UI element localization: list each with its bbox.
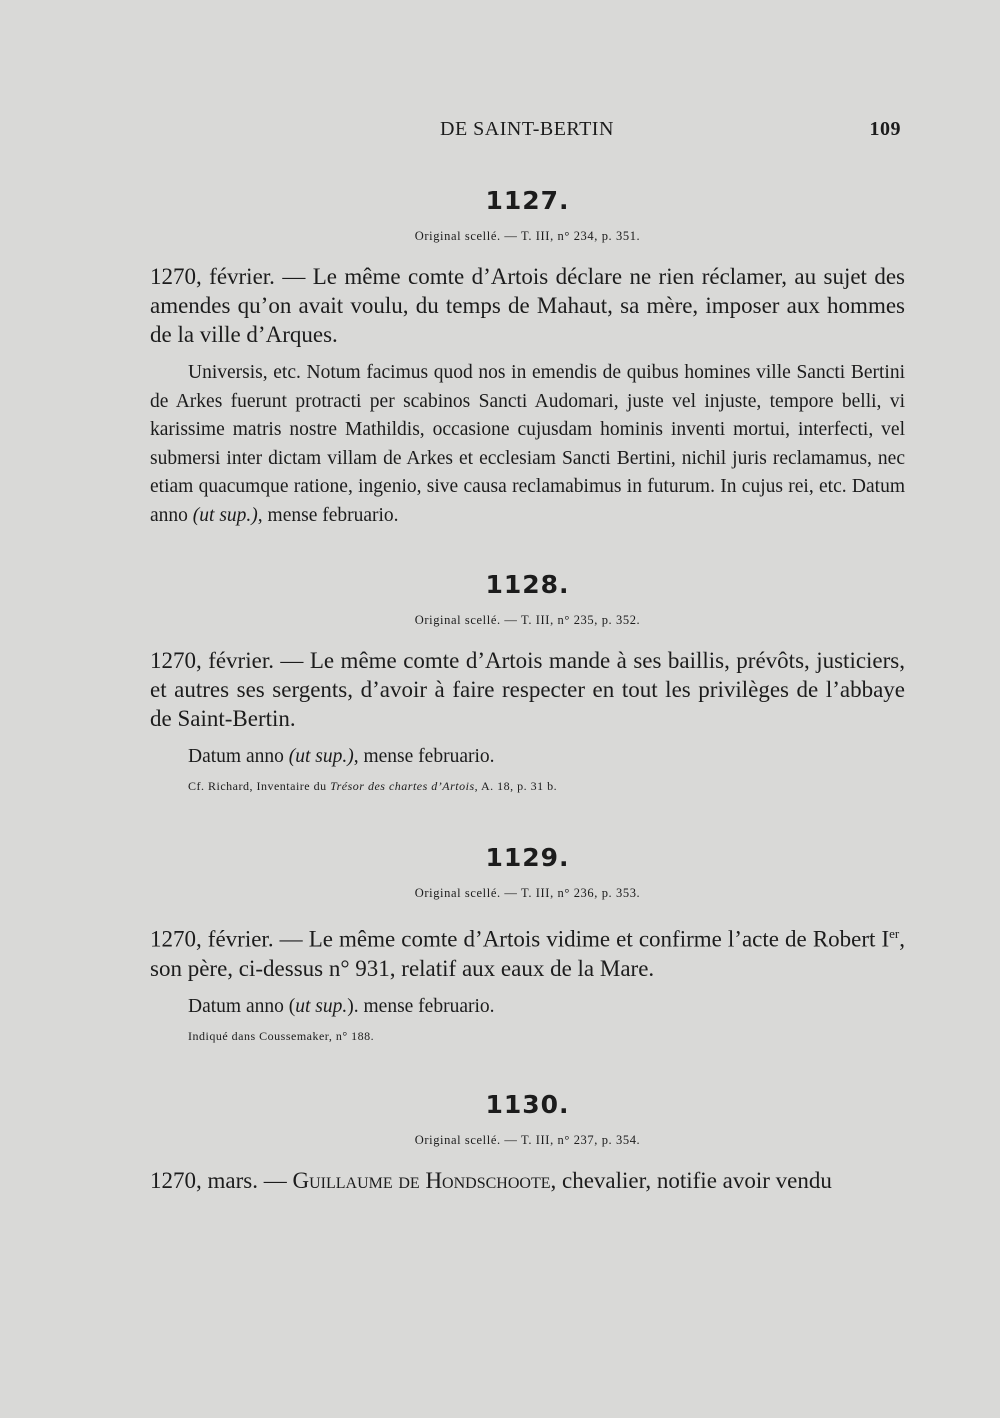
entry-1127 [150,186,905,530]
entry-1130 [150,1090,905,1205]
entry-summary: 1270, février. — Le même comte d’Artois vidime et confirme l’acte de Robert Ier, son père, ci-dessus n° 931, relatif aux eaux de la Mare. [150,926,905,981]
entry-summary: 1270, février. — Le même comte d’Artois déclare ne rien réclamer, au sujet des amendes qu’on avait voulu, du temps de Mahaut, sa mère, imposer aux hommes de la ville d’Arques. [150,264,905,347]
running-header [150,118,905,146]
entry-number: 1130. [485,1090,570,1119]
latin-text: Datum anno (ut sup.), mense februario. [188,746,495,767]
running-title: DE SAINT-BERTIN [440,118,614,140]
source-citation: Original scellé. — T. III, n° 236, p. 353. [414,886,641,900]
entry-number: 1129. [485,843,570,872]
source-citation: Original scellé. — T. III, n° 235, p. 352. [414,613,641,627]
reference-note: Cf. Richard, Inventaire du Trésor des chartes d’Artois, A. 18, p. 31 b. [188,779,558,793]
latin-text: Datum anno (ut sup.). mense februario. [188,995,495,1017]
entry-summary: 1270, mars. — Guillaume de Hondschoote, chevalier, notifie avoir vendu [150,1168,832,1193]
entry-number: 1127. [485,186,570,215]
page-number: 109 [869,118,901,140]
source-citation: Original scellé. — T. III, n° 234, p. 351. [414,229,641,243]
source-citation: Original scellé. — T. III, n° 237, p. 354. [414,1133,641,1147]
entry-number: 1128. [485,570,570,599]
entry-summary: 1270, février. — Le même comte d’Artois mande à ses baillis, prévôts, justiciers, et autres ses sergents, d’avoir à faire respecter en tout les privilèges de l’abbaye de Saint-Bertin. [150,648,905,731]
entry-1129 [150,843,905,1044]
reference-note: Indiqué dans Coussemaker, n° 188. [188,1028,375,1043]
latin-text: Universis, etc. Notum facimus quod nos in emendis de quibus homines ville Sancti Bertini de Arkes fuerunt protracti per scabinos Sancti Audomari, juste vel injuste, tempore belli, vi karissime matris nostre Mathildis, occasione cujusdam hominis inventi mortui, interfecti, vel submersi inter dictam villam de Arkes et ecclesiam Sancti Bertini, nichil juris reclamamus, nec etiam quacumque ratione, ingenio, sive causa reclamabimus in futurum. In cujus rei, etc. Datum anno (ut sup.), mense februario. [150,362,905,526]
entry-1128 [150,570,905,794]
